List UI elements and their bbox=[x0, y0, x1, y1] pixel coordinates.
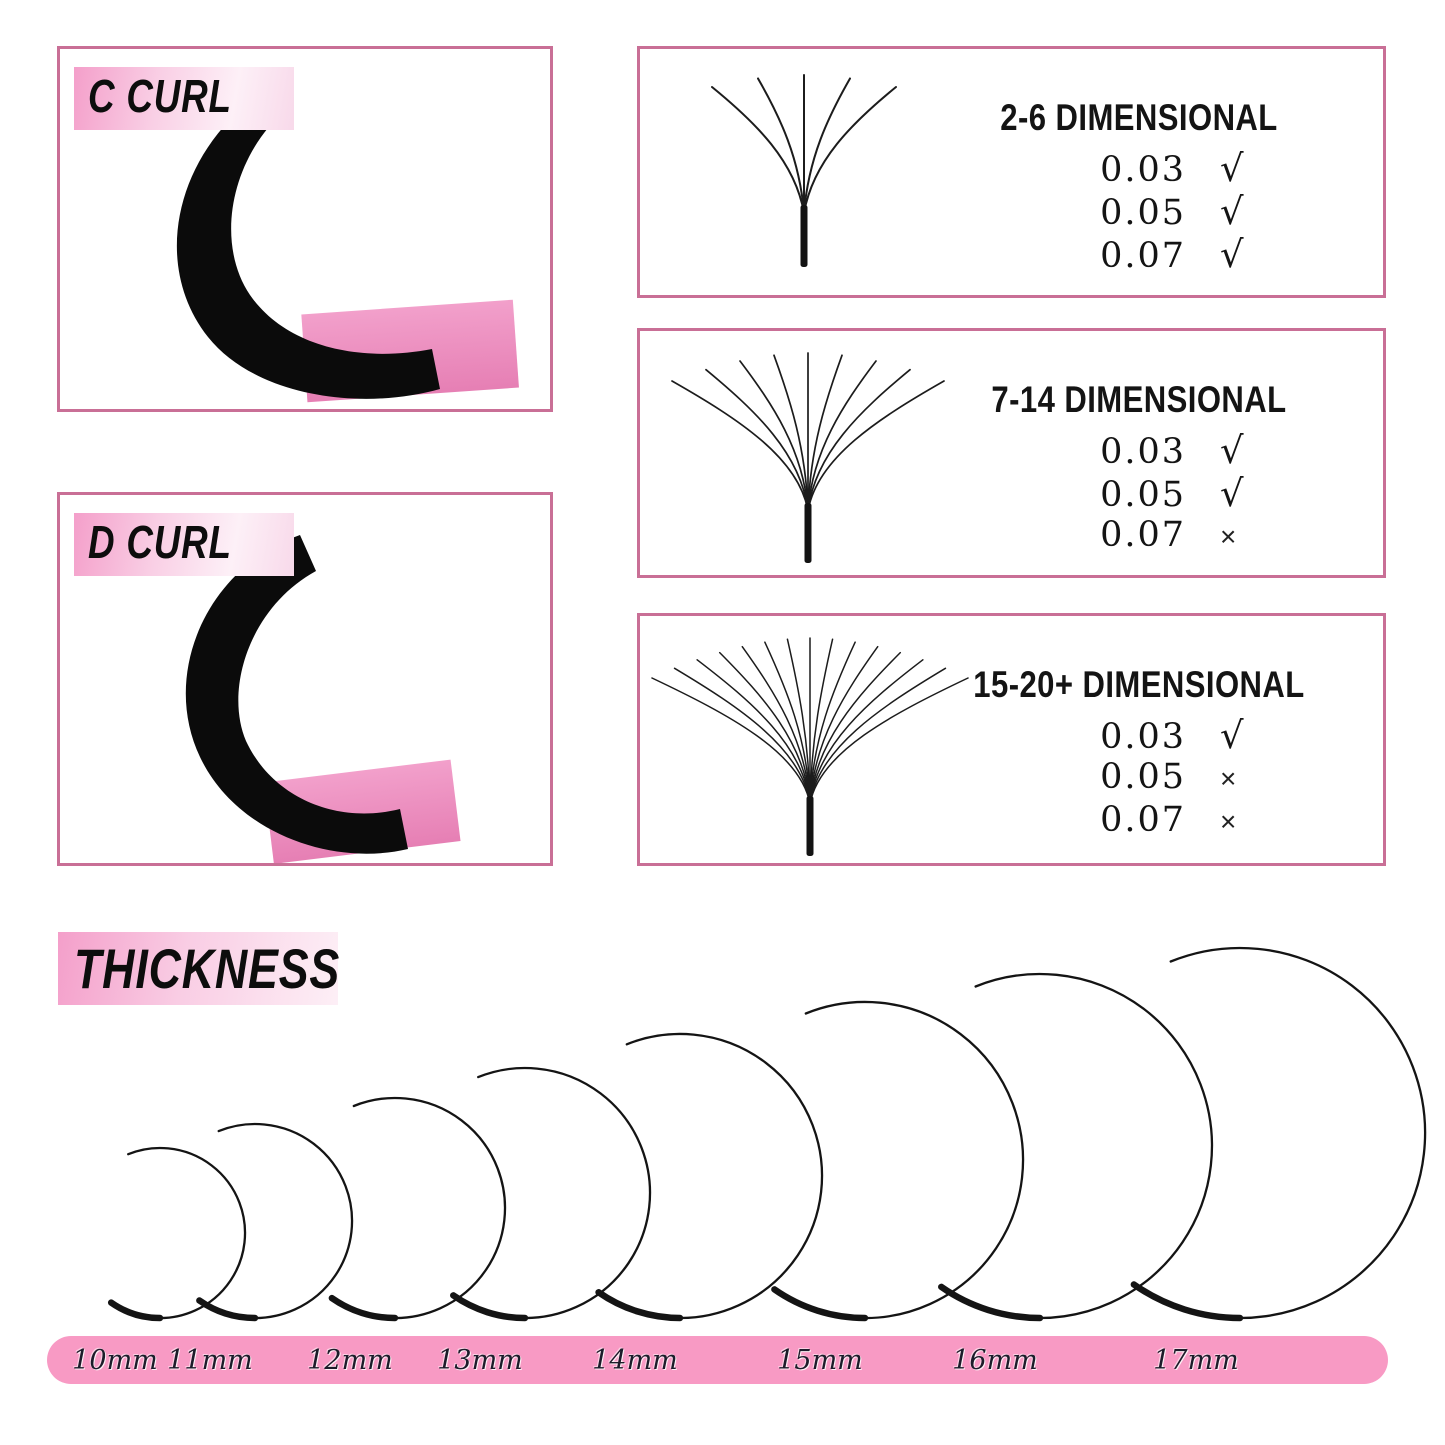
fan-lash-strand bbox=[720, 653, 810, 804]
availability-mark: √ bbox=[1220, 233, 1244, 276]
length-curve bbox=[199, 1124, 352, 1318]
thickness-value: 0.03 bbox=[1100, 717, 1186, 757]
length-curve bbox=[1134, 948, 1425, 1318]
length-label-17mm: 17mm bbox=[1153, 1345, 1239, 1376]
thickness-availability-list bbox=[1078, 147, 1244, 276]
length-label-13mm: 13mm bbox=[437, 1345, 523, 1376]
thickness-value: 0.05 bbox=[1100, 475, 1186, 515]
length-label-14mm: 14mm bbox=[592, 1345, 678, 1376]
fan-lash-strand bbox=[810, 647, 878, 804]
fan-stem bbox=[807, 796, 814, 856]
length-curve bbox=[453, 1068, 650, 1318]
thickness-value: 0.07 bbox=[1100, 800, 1186, 840]
availability-mark: √ bbox=[1220, 714, 1244, 757]
fan-lash-strand bbox=[810, 653, 900, 804]
thickness-value: 0.03 bbox=[1100, 432, 1186, 472]
length-curve-base bbox=[453, 1295, 525, 1318]
panel-title: 15-20+ DIMENSIONAL bbox=[973, 664, 1305, 705]
length-curves-image bbox=[0, 940, 1445, 1335]
fan-stem bbox=[805, 503, 812, 563]
dimensional-panel-2-6 bbox=[637, 46, 1386, 298]
availability-mark: √ bbox=[1220, 429, 1244, 472]
length-curve-base bbox=[1134, 1285, 1240, 1319]
lash-fan-image bbox=[640, 49, 1000, 295]
fan-lash-strand bbox=[742, 647, 810, 804]
length-label-10mm: 10mm bbox=[72, 1345, 158, 1376]
d-curl-label-text: D CURL bbox=[88, 516, 232, 568]
fan-lash-strand bbox=[652, 678, 810, 804]
fan-lash-strand bbox=[804, 78, 850, 213]
length-curve bbox=[599, 1034, 822, 1318]
length-curve bbox=[774, 1002, 1023, 1318]
panel-title: 2-6 DIMENSIONAL bbox=[1000, 97, 1278, 138]
availability-mark: × bbox=[1220, 806, 1237, 837]
thickness-row bbox=[1078, 515, 1244, 558]
fan-lash-strand bbox=[810, 668, 945, 804]
thickness-heading-text: THICKNESS bbox=[74, 937, 341, 1000]
length-curve-base bbox=[199, 1301, 255, 1319]
fan-lash-strand bbox=[808, 370, 910, 511]
d-curl-label bbox=[74, 513, 294, 576]
thickness-row bbox=[1078, 714, 1244, 757]
length-label-15mm: 15mm bbox=[777, 1345, 863, 1376]
fan-stem bbox=[801, 205, 808, 267]
thickness-availability-list bbox=[1078, 429, 1244, 558]
availability-mark: × bbox=[1220, 521, 1237, 552]
thickness-row bbox=[1078, 147, 1244, 190]
length-curve-base bbox=[774, 1289, 865, 1318]
panel-title: 7-14 DIMENSIONAL bbox=[991, 379, 1287, 420]
length-curve bbox=[111, 1148, 245, 1318]
length-label-12mm: 12mm bbox=[307, 1345, 393, 1376]
length-curve bbox=[332, 1098, 505, 1318]
length-curve-base bbox=[599, 1292, 680, 1318]
c-curl-panel bbox=[57, 46, 553, 412]
c-curl-label-text: C CURL bbox=[88, 70, 232, 122]
c-curl-label bbox=[74, 67, 294, 130]
thickness-value: 0.05 bbox=[1100, 193, 1186, 233]
dimensional-panel-7-14 bbox=[637, 328, 1386, 578]
length-curve-base bbox=[111, 1303, 160, 1318]
length-label-16mm: 16mm bbox=[952, 1345, 1038, 1376]
fan-lash-strand bbox=[675, 668, 810, 804]
availability-mark: √ bbox=[1220, 472, 1244, 515]
thickness-row bbox=[1078, 800, 1244, 843]
length-label-11mm: 11mm bbox=[167, 1345, 253, 1376]
thickness-row bbox=[1078, 190, 1244, 233]
thickness-availability-list bbox=[1078, 714, 1244, 843]
thickness-row bbox=[1078, 472, 1244, 515]
thickness-row bbox=[1078, 429, 1244, 472]
dimensional-panel-15-20 bbox=[637, 613, 1386, 866]
thickness-value: 0.07 bbox=[1100, 515, 1186, 555]
lash-fan-image bbox=[640, 331, 1000, 575]
thickness-value: 0.07 bbox=[1100, 236, 1186, 276]
thickness-row bbox=[1078, 233, 1244, 276]
thickness-value: 0.05 bbox=[1100, 757, 1186, 797]
availability-mark: √ bbox=[1220, 147, 1244, 190]
d-curl-panel bbox=[57, 492, 553, 866]
lash-fan-image bbox=[640, 616, 1000, 863]
thickness-row bbox=[1078, 757, 1244, 800]
fan-lash-strand bbox=[758, 78, 804, 213]
availability-mark: × bbox=[1220, 763, 1237, 794]
length-curve-base bbox=[332, 1298, 395, 1318]
thickness-value: 0.03 bbox=[1100, 150, 1186, 190]
length-curve-base bbox=[941, 1287, 1040, 1318]
fan-lash-strand bbox=[706, 370, 808, 511]
availability-mark: √ bbox=[1220, 190, 1244, 233]
